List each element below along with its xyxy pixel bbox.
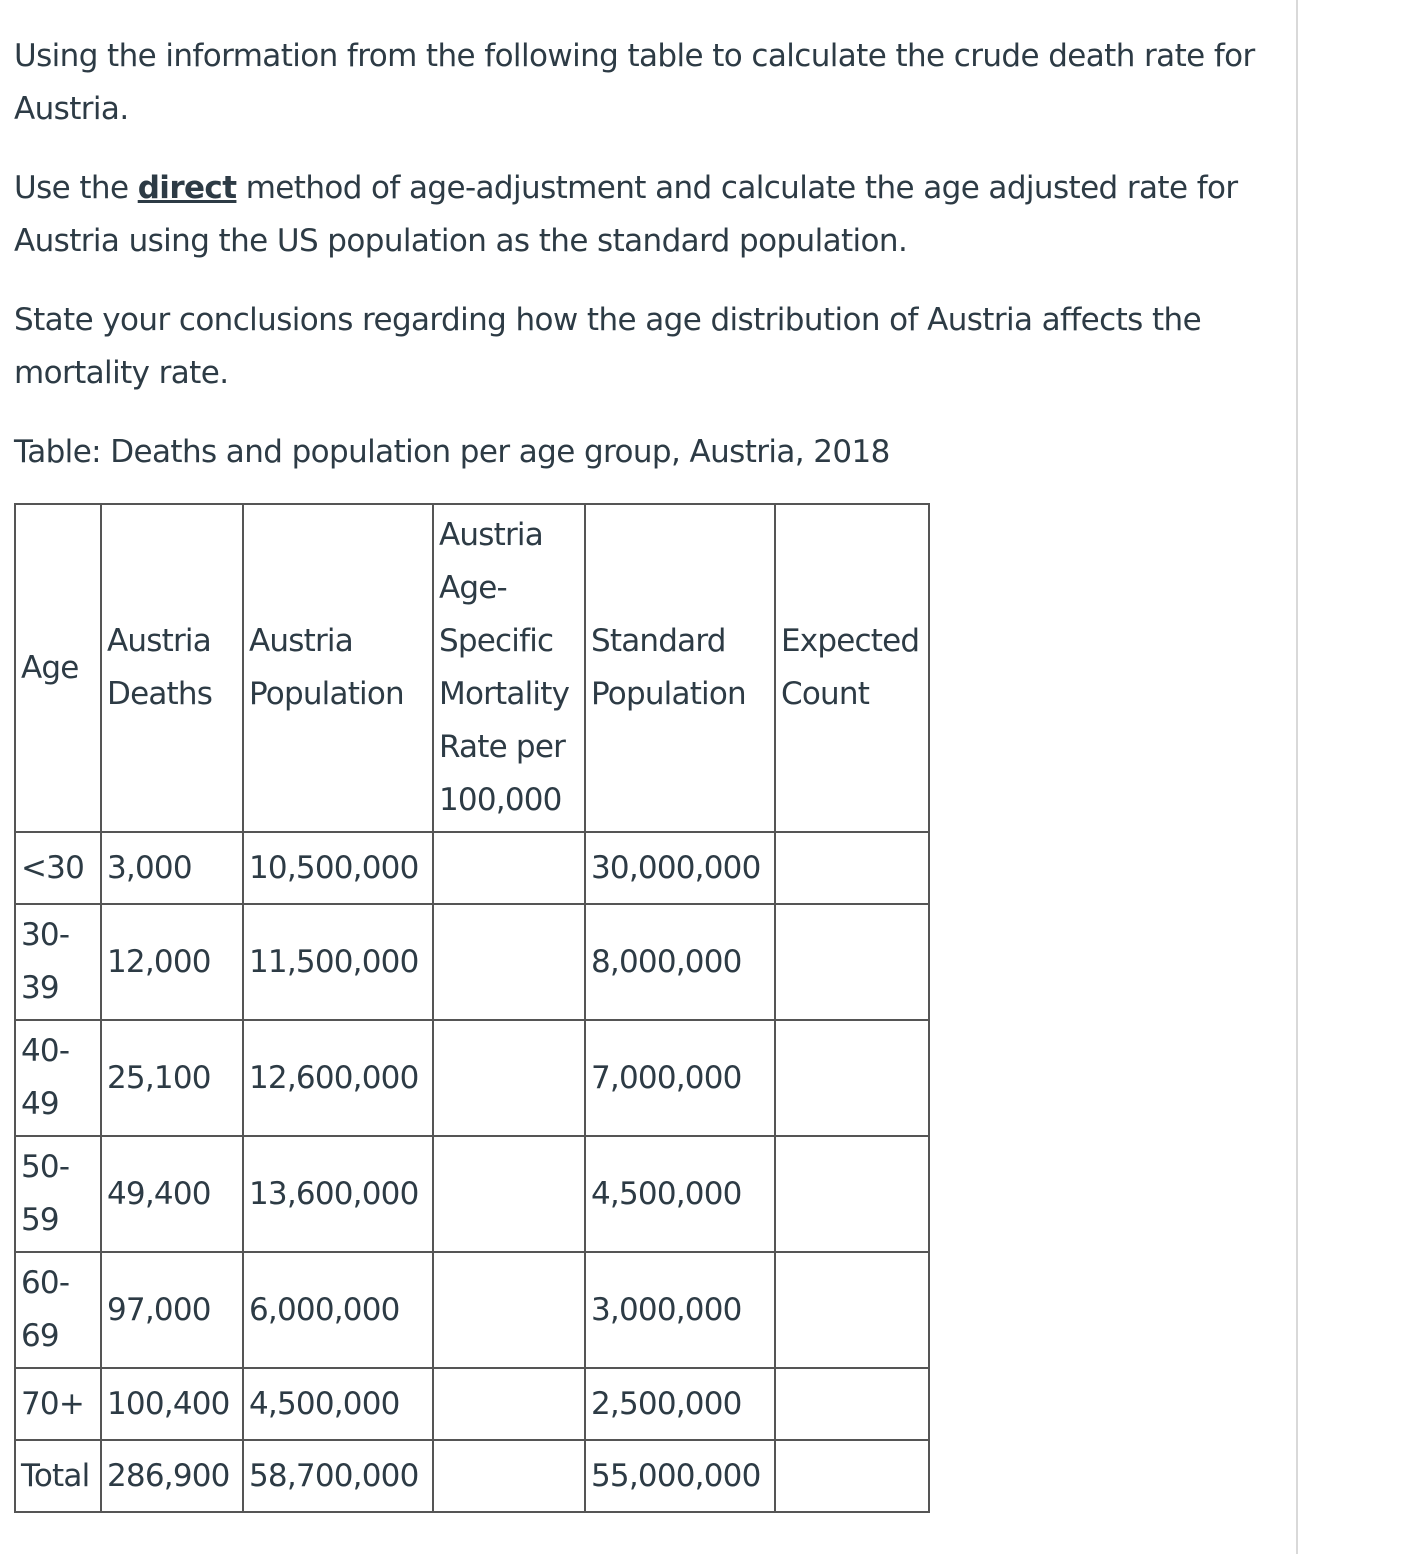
table-total-row <box>15 1440 929 1512</box>
question-part-crude-rate: Using the information from the following table to calculate the crude death rate for Austria. <box>14 38 1255 127</box>
cell-standard-population: 30,000,000 <box>585 832 775 904</box>
cell-expected-count <box>775 1020 929 1136</box>
cell-expected-count <box>775 1440 929 1512</box>
question-part-conclusions: State your conclusions regarding how the age distribution of Austria affects the mortality rate. <box>14 302 1202 391</box>
header-austria-population: Austria Population <box>243 504 433 832</box>
cell-rate <box>433 832 585 904</box>
cell-expected-count <box>775 1136 929 1252</box>
cell-standard-population: 7,000,000 <box>585 1020 775 1136</box>
cell-age: <30 <box>15 832 101 904</box>
cell-expected-count <box>775 1368 929 1440</box>
cell-population: 58,700,000 <box>243 1440 433 1512</box>
direct-emphasis: direct <box>137 170 237 206</box>
table-header-row <box>15 504 929 832</box>
cell-deaths: 25,100 <box>101 1020 243 1136</box>
question-body <box>14 30 1274 1513</box>
cell-deaths: 286,900 <box>101 1440 243 1512</box>
cell-age: 50-59 <box>15 1136 101 1252</box>
cell-deaths: 97,000 <box>101 1252 243 1368</box>
question-part-direct-prefix: Use the <box>14 170 138 206</box>
cell-standard-population: 55,000,000 <box>585 1440 775 1512</box>
table-row <box>15 1368 929 1440</box>
cell-rate <box>433 1020 585 1136</box>
header-age: Age <box>15 504 101 832</box>
cell-deaths: 49,400 <box>101 1136 243 1252</box>
cell-rate <box>433 1136 585 1252</box>
cell-population: 12,600,000 <box>243 1020 433 1136</box>
table-row <box>15 1020 929 1136</box>
content-divider <box>1296 0 1298 1554</box>
cell-rate <box>433 1368 585 1440</box>
cell-standard-population: 3,000,000 <box>585 1252 775 1368</box>
table-caption: Table: Deaths and population per age group, Austria, 2018 <box>14 434 890 470</box>
header-expected-count: Expected Count <box>775 504 929 832</box>
table-row <box>15 904 929 1020</box>
cell-rate <box>433 1252 585 1368</box>
cell-population: 11,500,000 <box>243 904 433 1020</box>
header-standard-population: Standard Population <box>585 504 775 832</box>
cell-expected-count <box>775 904 929 1020</box>
cell-population: 6,000,000 <box>243 1252 433 1368</box>
cell-standard-population: 8,000,000 <box>585 904 775 1020</box>
table-row <box>15 1252 929 1368</box>
cell-age: 40-49 <box>15 1020 101 1136</box>
table-row <box>15 832 929 904</box>
mortality-table <box>14 503 930 1513</box>
cell-population: 13,600,000 <box>243 1136 433 1252</box>
cell-age: 70+ <box>15 1368 101 1440</box>
cell-deaths: 12,000 <box>101 904 243 1020</box>
question-part-direct-suffix: method of age-adjustment and calculate the age adjusted rate for Austria using the US population as the standard population. <box>14 170 1238 259</box>
cell-age: Total <box>15 1440 101 1512</box>
cell-deaths: 3,000 <box>101 832 243 904</box>
cell-age: 30-39 <box>15 904 101 1020</box>
cell-standard-population: 2,500,000 <box>585 1368 775 1440</box>
cell-expected-count <box>775 832 929 904</box>
header-age-specific-rate: Austria Age-Specific Mortality Rate per 100,000 <box>433 504 585 832</box>
question-part-direct-method <box>14 162 1274 268</box>
cell-rate <box>433 1440 585 1512</box>
table-row <box>15 1136 929 1252</box>
cell-deaths: 100,400 <box>101 1368 243 1440</box>
cell-expected-count <box>775 1252 929 1368</box>
cell-standard-population: 4,500,000 <box>585 1136 775 1252</box>
cell-rate <box>433 904 585 1020</box>
cell-age: 60-69 <box>15 1252 101 1368</box>
header-austria-deaths: Austria Deaths <box>101 504 243 832</box>
cell-population: 4,500,000 <box>243 1368 433 1440</box>
cell-population: 10,500,000 <box>243 832 433 904</box>
